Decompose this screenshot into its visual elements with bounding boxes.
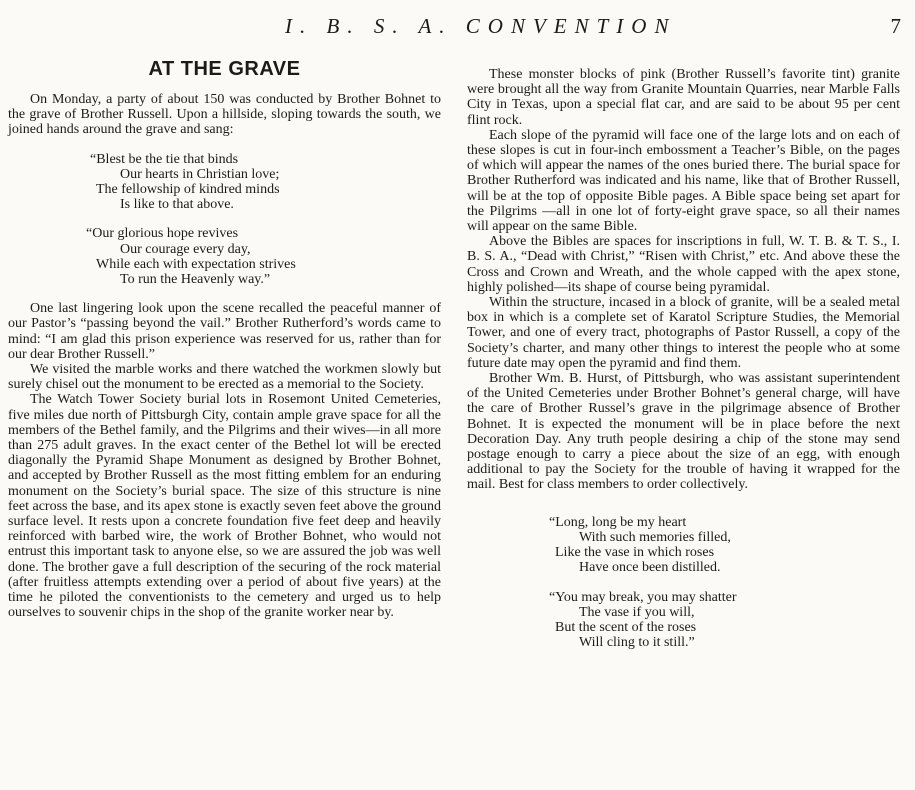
- poem-line: Our courage every day,: [120, 241, 251, 257]
- running-title: I. B. S. A. CONVENTION: [285, 14, 677, 38]
- poem-line: “You may break, you may shatter: [549, 589, 737, 605]
- paragraph: One last lingering look upon the scene recalled the peaceful manner of our Pastor’s “passing beyond the vail.” Brother Rutherford’s words came to mind: “I am glad this prison experience was reserved for us, rather than for our dear Brother Russell.”: [8, 301, 441, 362]
- page-number: 7: [890, 14, 901, 38]
- closing-stanza-2: [467, 590, 900, 651]
- poem-line: “Our glorious hope revives: [86, 226, 239, 242]
- closing-stanza-1: [467, 515, 900, 576]
- poem-line: To run the Heavenly way.”: [120, 272, 271, 288]
- poem-line: But the scent of the roses: [555, 619, 697, 635]
- intro-paragraph: On Monday, a party of about 150 was conducted by Brother Bohnet to the grave of Brother Russell. Upon a hillside, sloping towards the south, we joined hands around the grave and sang:: [8, 92, 441, 138]
- hymn-stanza-1: [8, 152, 441, 213]
- paragraph: These monster blocks of pink (Brother Russell’s favorite tint) granite were brought all the way from Granite Mountain Quarries, near Marble Falls City in Texas, upon a special flat car, and are said to be about 95 per cent flint rock.: [467, 67, 900, 128]
- poem-line: Our hearts in Christian love;: [120, 166, 280, 182]
- paragraph: Brother Wm. B. Hurst, of Pittsburgh, who was assistant superintendent of the United Cemeteries under Brother Bohnet’s general charge, will have the care of Brother Russel’s grave in the pilgrimage absence of Brother Bohnet. It is expected the monument will be in place before the next Decoration Day. Any truth people desiring a chip of the stone may send postage enough to carry a piece about the size of an egg, with enough additional to pay the Society for the trouble of having it wrapped for the mail. Best for class members to order collectively.: [467, 371, 900, 493]
- hymn-stanza-2: [8, 226, 441, 287]
- poem-line: “Blest be the tie that binds: [90, 151, 239, 167]
- left-column: [8, 58, 441, 621]
- poem-line: Have once been distilled.: [579, 560, 721, 576]
- right-column: [467, 67, 900, 664]
- paragraph: Above the Bibles are spaces for inscriptions in full, W. T. B. & T. S., I. B. S. A., “Dead with Christ,” “Risen with Christ,” etc. And above these the Cross and Crown and Wreath, and the whole capped with the apex stone, highly polished—its shape of course being pyramidal.: [467, 234, 900, 295]
- hymn-poem: [8, 152, 441, 288]
- paragraph: Each slope of the pyramid will face one of the large lots and on each of these slopes is cut in four-inch embossment a Teacher’s Bible, on the pages of which will appear the names of the ones buried there. The burial space for Brother Rutherford was indicated and his name, like that of Brother Russell, will be at the top of opposite Bible pages. A Bible space being set apart for the Pilgrims —all in one lot of forty-eight grave space, so all their names will appear on the same Bible.: [467, 127, 900, 235]
- article-heading: AT THE GRAVE: [148, 58, 301, 80]
- poem-line: Will cling to it still.”: [579, 635, 695, 651]
- poem-line: The vase if you will,: [579, 604, 695, 620]
- poem-line: Like the vase in which roses: [555, 545, 715, 561]
- poem-line: With such memories filled,: [579, 529, 731, 545]
- poem-line: While each with expectation strives: [96, 256, 296, 272]
- paragraph: We visited the marble works and there watched the workmen slowly but surely chisel out the monument to be erected as a memorial to the Society.: [8, 362, 441, 393]
- poem-line: The fellowship of kindred minds: [96, 182, 280, 198]
- poem-line: “Long, long be my heart: [549, 514, 687, 530]
- poem-line: Is like to that above.: [120, 197, 234, 213]
- paragraph: Within the structure, incased in a block of granite, will be a sealed metal box in which is a complete set of Karatol Scripture Studies, the Memorial Tower, and one of every tract, photographs of Pastor Russell, a copy of the Society’s charter, and many other things to interest the people who at some future date may open the pyramid and find them.: [467, 295, 900, 371]
- paragraph: The Watch Tower Society burial lots in Rosemont United Cemeteries, five miles due north of Pittsburgh City, contain ample grave space for all the members of the Bethel family, and the Pilgrims and their wives—in all more than 275 adult graves. In the exact center of the Bethel lot will be erected diagonally the Pyramid Shape Monument as designed by Brother Bohnet, and accepted by Brother Russell as the most fitting emblem for an enduring monument on the Society’s burial space. The size of this structure is nine feet across the base, and its apex stone is exactly seven feet above the ground surface level. It rests upon a concrete foundation five feet deep and heavily reinforced with barbed wire, the work of Brother Bohnet, who would not entrust this important task to anyone else, so we are assured the job was well done. The brother gave a full description of the securing of the rock material (after fruitless attempts extending over a period of about five years) at the time he piloted the conventionists to the cemetery and urged us to help ourselves to souvenir chips in the shop of the granite worker near by.: [8, 392, 441, 621]
- running-header: [0, 14, 915, 42]
- closing-poem: [467, 515, 900, 651]
